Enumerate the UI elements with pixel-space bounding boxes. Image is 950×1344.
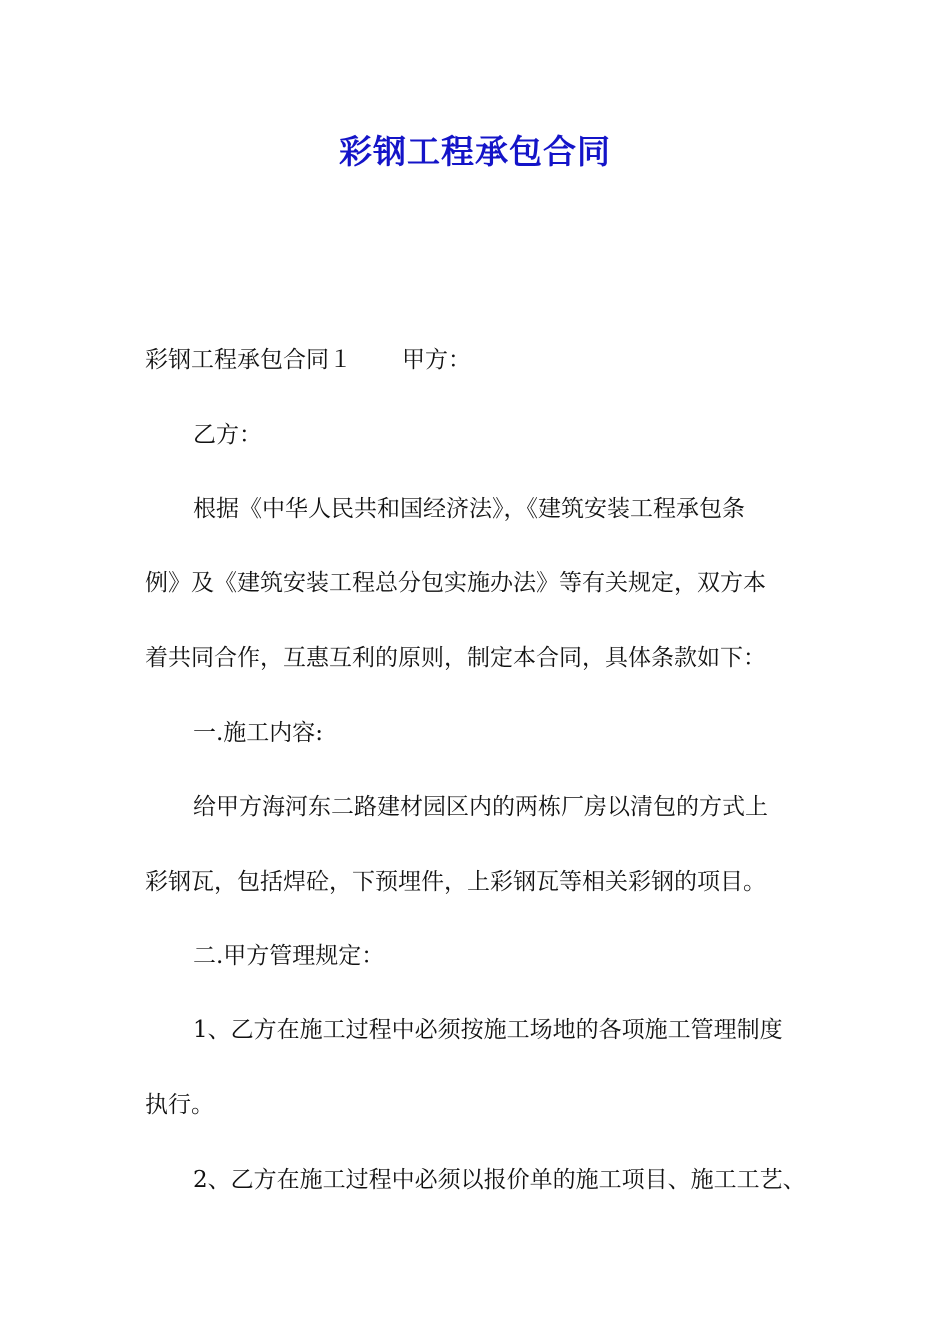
- paragraph-line: 彩钢瓦，包括焊砼，下预埋件，上彩钢瓦等相关彩钢的项目。: [145, 869, 766, 895]
- paragraph-line: 执行。: [145, 1092, 214, 1118]
- page-title: 彩钢工程承包合同: [339, 132, 611, 171]
- section-heading: 二.甲方管理规定：: [193, 943, 385, 969]
- paragraph-line: 根据《中华人民共和国经济法》，《建筑安装工程承包条: [193, 496, 745, 522]
- paragraph-line: [145, 340, 471, 380]
- paragraph-line: 例》及《建筑安装工程总分包实施办法》等有关规定，双方本: [145, 570, 766, 596]
- party-b-label: 乙方：: [193, 422, 262, 448]
- section-heading: 一.施工内容:: [193, 720, 324, 746]
- contract-subtitle: 彩钢工程承包合同１: [145, 347, 352, 373]
- paragraph-line: 1、乙方在施工过程中必须按施工场地的各项施工管理制度: [193, 1017, 783, 1043]
- paragraph-line: 着共同合作，互惠互利的原则，制定本合同，具体条款如下：: [145, 645, 766, 671]
- paragraph-line: 2、乙方在施工过程中必须以报价单的施工项目、施工工艺、: [193, 1167, 806, 1193]
- paragraph-line: 给甲方海河东二路建材园区内的两栋厂房以清包的方式上: [193, 794, 768, 820]
- party-a-label: 甲方：: [402, 347, 471, 373]
